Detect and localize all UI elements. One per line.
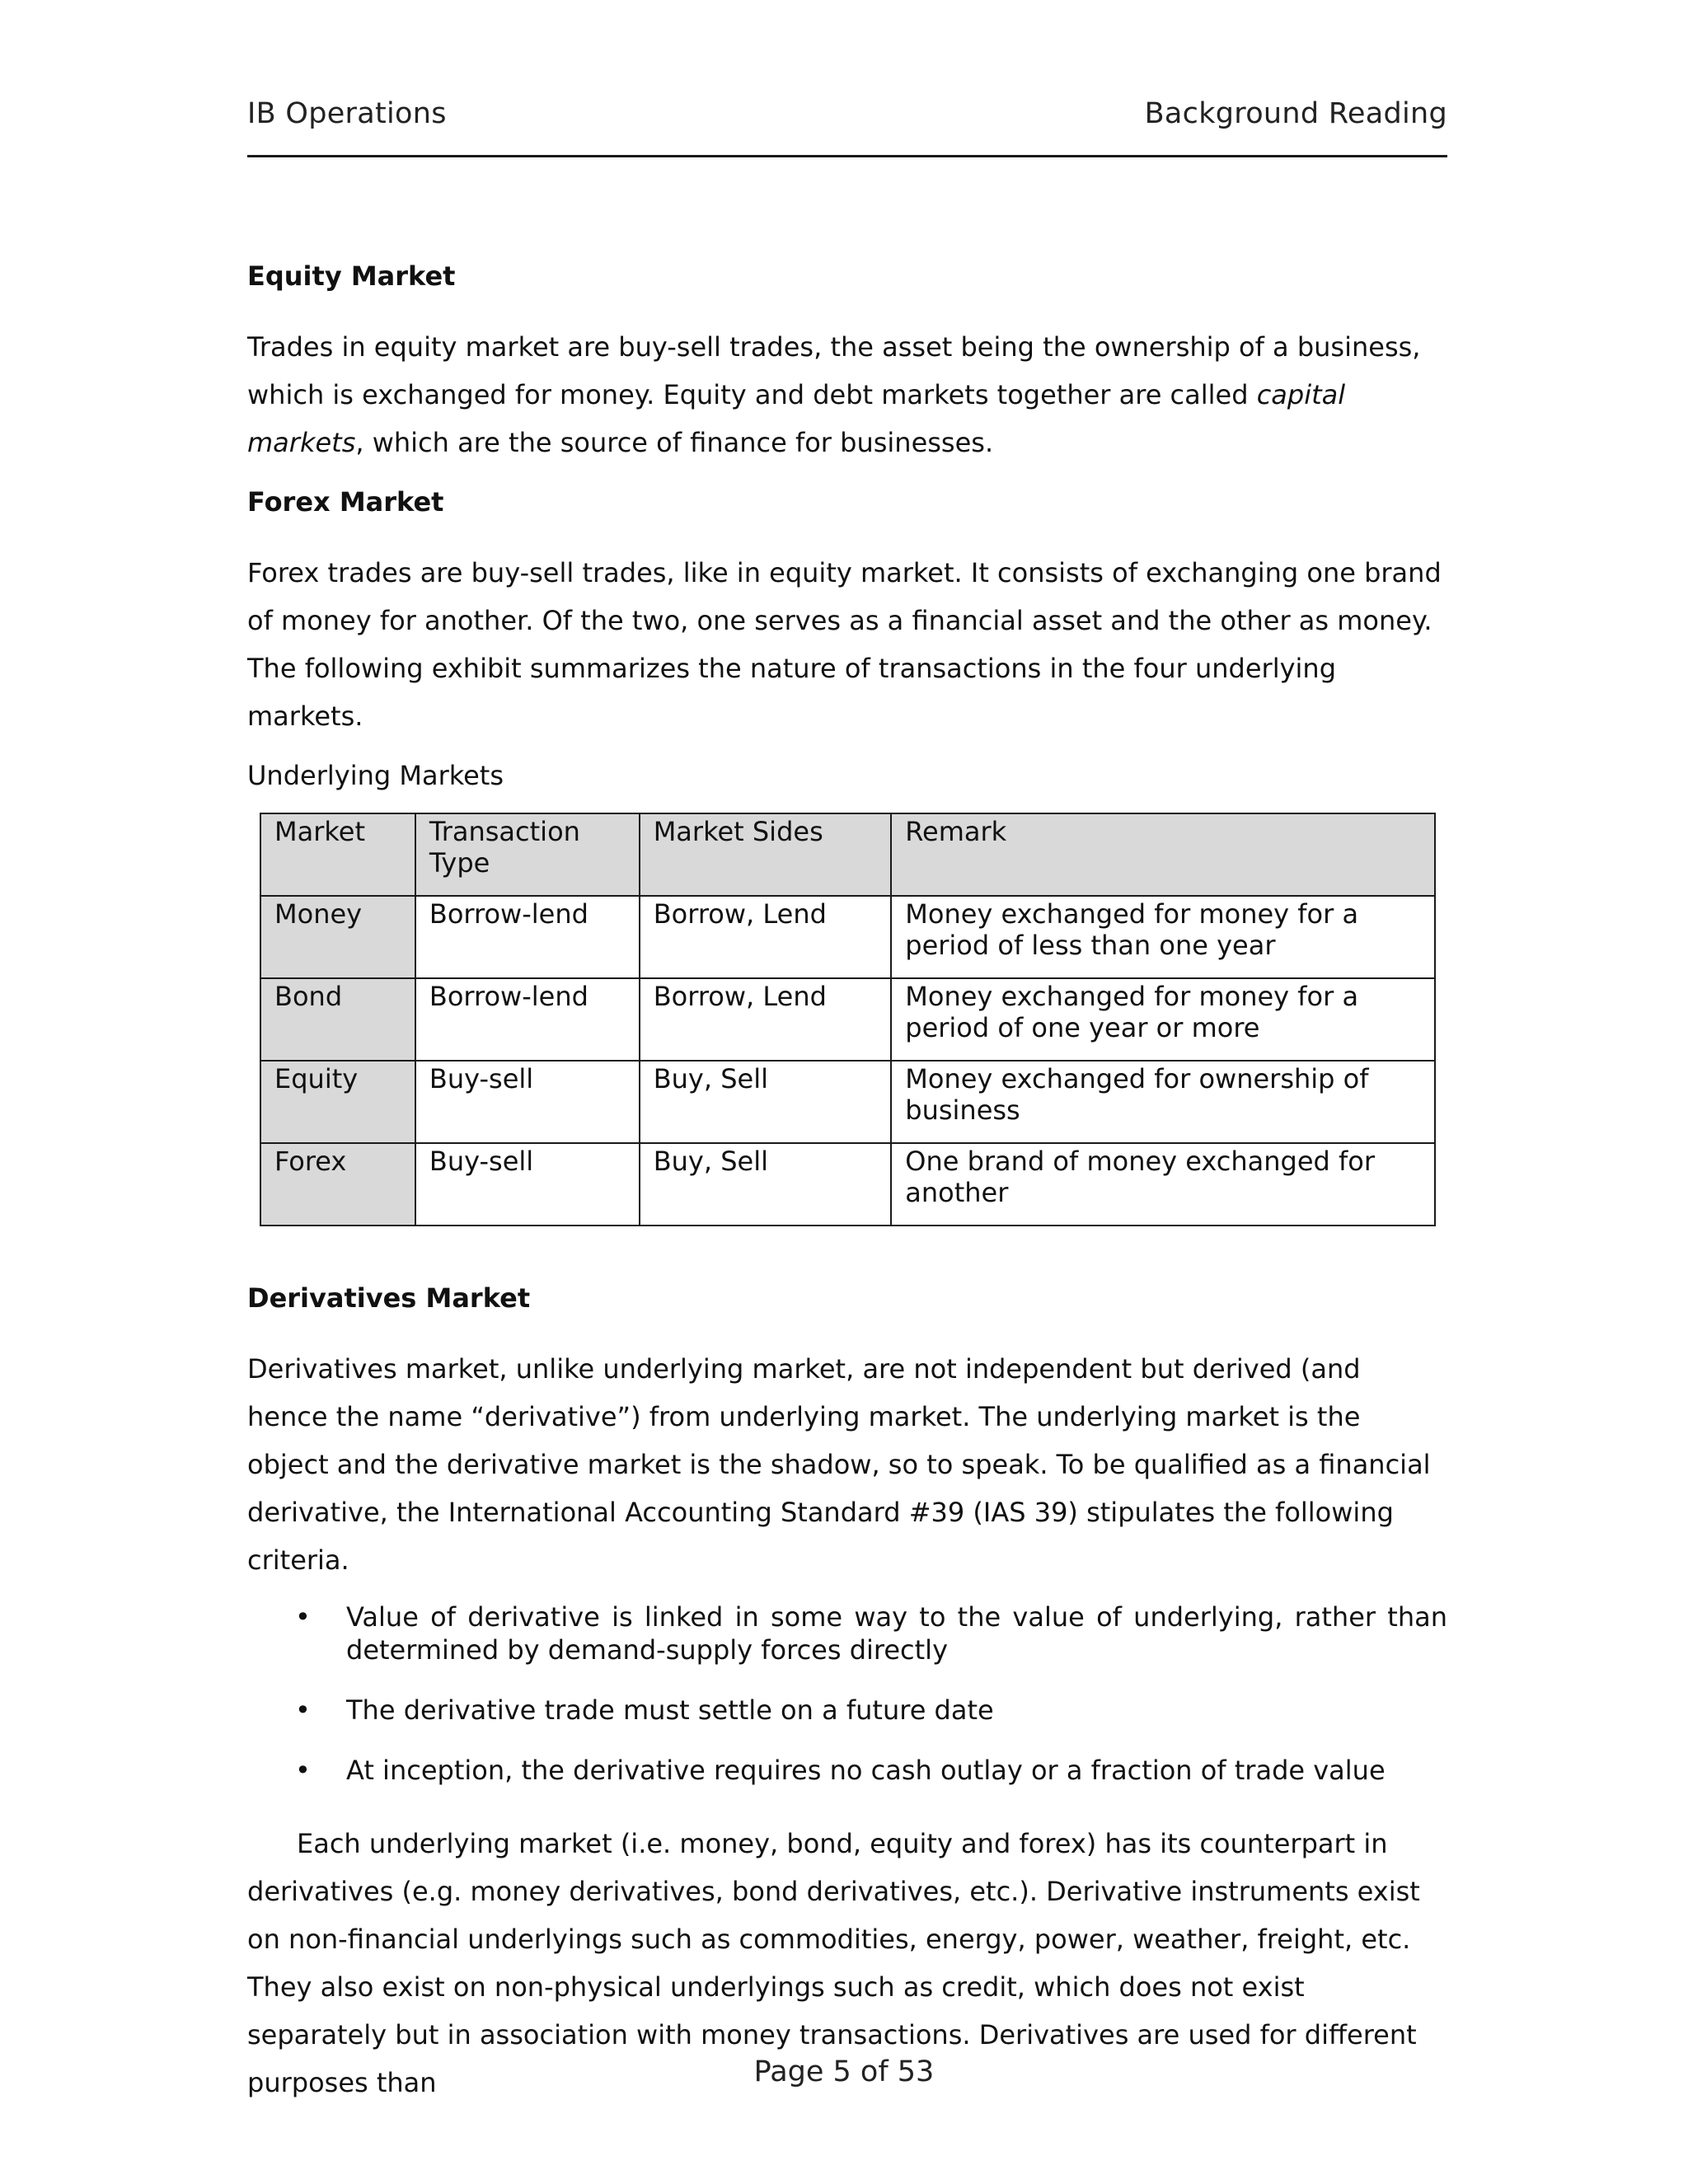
page-header xyxy=(247,97,1447,130)
underlying-markets-table xyxy=(260,813,1436,1226)
table-cell: Borrow-lend xyxy=(415,896,640,978)
equity-text-part2: , which are the source of finance for businesses. xyxy=(355,427,994,458)
table-cell: Money exchanged for ownership of business xyxy=(891,1061,1435,1143)
table-row xyxy=(260,1143,1435,1226)
bullet-icon: • xyxy=(295,1755,311,1786)
header-right-title: Background Reading xyxy=(1144,97,1447,130)
table-header-cell: Transaction Type xyxy=(415,813,640,896)
table-cell: One brand of money exchanged for another xyxy=(891,1143,1435,1226)
page-number-footer: Page 5 of 53 xyxy=(753,2055,935,2088)
equity-market-heading: Equity Market xyxy=(247,260,456,292)
table-cell: Forex xyxy=(260,1143,415,1226)
table-row xyxy=(260,978,1435,1061)
equity-market-paragraph xyxy=(247,323,1447,466)
forex-market-paragraph: Forex trades are buy-sell trades, like in equity market. It consists of exchanging one brand of money for another. Of the two, one serves as a financial asset and the other as money. The following exhibit summarizes the nature of transactions in the four underlying markets. xyxy=(247,557,1442,732)
table-cell: Borrow-lend xyxy=(415,978,640,1061)
spacer xyxy=(247,1226,1447,1279)
derivatives-market-heading: Derivatives Market xyxy=(247,1282,531,1314)
equity-text-italic: capital markets xyxy=(247,379,1346,458)
table-header-cell: Market xyxy=(260,813,415,896)
page-content xyxy=(247,257,1447,2123)
table-cell: Money xyxy=(260,896,415,978)
table-cell: Borrow, Lend xyxy=(640,978,892,1061)
table-row xyxy=(260,1061,1435,1143)
table-cell: Buy-sell xyxy=(415,1061,640,1143)
table-header-cell: Remark xyxy=(891,813,1435,896)
list-item xyxy=(247,1694,1447,1727)
table-cell: Money exchanged for money for a period of one year or more xyxy=(891,978,1435,1061)
table-cell: Money exchanged for money for a period of less than one year xyxy=(891,896,1435,978)
table-header-cell: Market Sides xyxy=(640,813,892,896)
bullet-icon: • xyxy=(295,1601,311,1633)
table-cell: Equity xyxy=(260,1061,415,1143)
forex-market-heading: Forex Market xyxy=(247,486,444,518)
list-item-text: Value of derivative is linked in some way to the value of underlying, rather than determined by demand-supply forces directly xyxy=(346,1601,1447,1666)
table-cell: Buy, Sell xyxy=(640,1061,892,1143)
table-caption: Underlying Markets xyxy=(247,760,504,791)
table-cell: Buy-sell xyxy=(415,1143,640,1226)
table-row xyxy=(260,896,1435,978)
list-item-text: The derivative trade must settle on a future date xyxy=(346,1694,994,1726)
table-header-row xyxy=(260,813,1435,896)
list-item xyxy=(247,1601,1447,1666)
table-cell: Borrow, Lend xyxy=(640,896,892,978)
table-cell: Bond xyxy=(260,978,415,1061)
criteria-list xyxy=(247,1601,1447,1787)
list-item xyxy=(247,1754,1447,1787)
header-left-title: IB Operations xyxy=(247,97,447,130)
table-cell: Buy, Sell xyxy=(640,1143,892,1226)
derivatives-market-paragraph: Derivatives market, unlike underlying market, are not independent but derived (and hence the name “derivative”) from underlying market. The underlying market is the object and the derivative market is the shadow, so to speak. To be qualified as a financial derivative, the International Accounting Standard #39 (IAS 39) stipulates the following criteria. xyxy=(247,1353,1431,1576)
derivatives-followup-paragraph: Each underlying market (i.e. money, bond, equity and forex) has its counterpart in derivatives (e.g. money derivatives, bond derivatives, etc.). Derivative instruments exist on non-financial underlyings such as commodities, energy, power, weather, freight, etc. They also exist on non-physical underlyings such as credit, which does not exist separately but in association with money transactions. Derivatives are used for different purposes than xyxy=(247,1828,1420,2098)
bullet-icon: • xyxy=(295,1694,311,1726)
header-divider xyxy=(247,155,1447,157)
list-item-text: At inception, the derivative requires no cash outlay or a fraction of trade value xyxy=(346,1755,1386,1786)
equity-text-part1: Trades in equity market are buy-sell trades, the asset being the ownership of a business, which is exchanged for money. Equity and debt markets together are called xyxy=(247,331,1421,410)
